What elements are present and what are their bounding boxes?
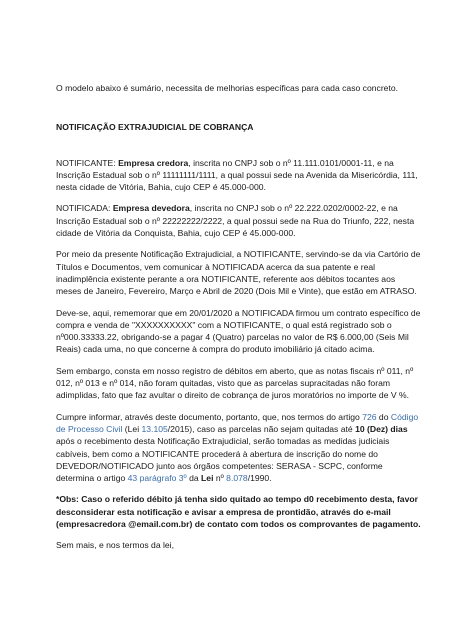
deadline-text: 10 (Dez) dias	[355, 423, 408, 434]
paragraph-notification: Por meio da presente Notificação Extrajudicial, a NOTIFICANTE, servindo-se da via Cartório de Títulos e Documentos, vem comunicar à NOTIFICADA acerca da sua patente e real inadimplência existente perante a ora NOTIFICANTE, referente aos débitos tocantes aos meses de Janeiro, Fevereiro, Março e Abril de 2020 (Dois Mil e Vinte), que estão em ATRASO.	[56, 249, 421, 297]
text-segment: após o recebimento desta Notificação Extrajudicial, serão tomadas as medidas judiciais cabíveis, bem como a NOTIFICANTE procederá à abertura de inscrição do nome do DEVEDOR/NOTIFICADO junto aos órgãos competentes: SERASA - SCPC, conforme determina o artigo	[56, 436, 390, 484]
document-title: NOTIFICAÇÃO EXTRAJUDICIAL DE COBRANÇA	[56, 122, 254, 133]
text-segment: (Lei	[122, 423, 142, 434]
link-lei-13105[interactable]: 13.105	[141, 423, 168, 434]
text-segment: /2015), caso as parcelas não sejam quitadas até	[167, 423, 356, 434]
notificada-text: , inscrita no CNPJ sob o nº 22.222.0202/0002-22, e na Inscrição Estadual sob o nº 22222222/2222, a qual possui sede na Rua do Triunfo, 222, nesta cidade de Vitória da Conquista, Bahia, cujo CEP é 45.000-000.	[56, 203, 415, 239]
text-segment: da	[186, 473, 202, 484]
link-article-43[interactable]: 43 parágrafo 3º	[127, 473, 187, 484]
intro-text: O modelo abaixo é sumário, necessita de melhorias específicas para cada caso concreto.	[56, 83, 399, 93]
notificante-text: , inscrita no CNPJ sob o nº 11.111.0101/0001-11, e na Inscrição Estadual sob o nº 11111111/1111, a qual possui sede na Avenida da Misericórdia, 111, nesta cidade de Vitória, Bahia, cujo CEP é 45.000-000.	[56, 157, 418, 193]
paragraph-legal-terms	[56, 411, 422, 485]
notificada-label: NOTIFICADA:	[56, 203, 113, 214]
text-segment: /1990.	[247, 473, 272, 484]
link-article-726[interactable]: 726	[362, 411, 377, 422]
text-segment: Cumpre informar, através deste documento, portanto, que, nos termos do artigo	[56, 411, 363, 422]
observation-paragraph: *Obs: Caso o referido débito já tenha sido quitado ao tempo d0 recebimento desta, favor desconsiderar esta notificação e avisar a empresa de prontidão, através do e-mail (empresacredora @email.com.br) de contato com todos os comprovantes de pagamento.	[56, 494, 421, 530]
link-lei-8078[interactable]: 8.078	[226, 473, 248, 484]
notificante-name: Empresa credora	[118, 157, 189, 168]
notificante-label: NOTIFICANTE:	[56, 157, 119, 168]
paragraph-contract: Deve-se, aqui, rememorar que em 20/01/2020 a NOTIFICADA firmou um contrato específico de compra e venda de "XXXXXXXXXX" com a NOTIFICANTE, o qual está registrado sob o nº000.33333.22, obrigando-se a pagar 4 (Quatro) parcelas no valor de R$ 6.000,00 (Seis Mil Reais) cada uma, no que concerne à compra do produto imobiliário já citado acima.	[56, 307, 421, 355]
notificante-paragraph	[56, 157, 422, 194]
paragraph-debts: Sem embargo, consta em nosso registro de débitos em aberto, que as notas fiscais nº 011, nº 012, nº 013 e nº 014, não foram quitadas, visto que as parcelas supracitadas não foram adimplidas, fato que faz avultar o direito de cobrança de juros moratórios no importe de V %.	[56, 365, 414, 401]
text-segment: do	[376, 411, 391, 422]
text-segment: nº	[213, 473, 227, 484]
closing-text: Sem mais, e nos termos da lei,	[56, 540, 174, 551]
notificada-paragraph	[56, 202, 422, 239]
link-codigo-processo-civil[interactable]: Código de Processo Civil	[56, 411, 419, 434]
lei-text: Lei	[201, 473, 214, 484]
notificada-name: Empresa devedora	[112, 203, 190, 214]
